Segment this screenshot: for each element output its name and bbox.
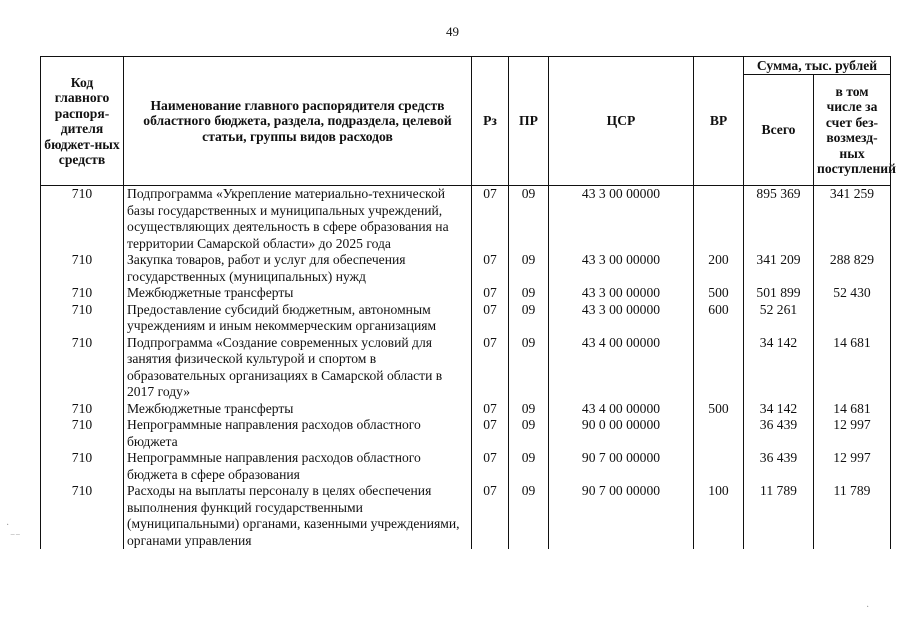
row-csr: 43 3 00 00000 — [549, 302, 694, 335]
header-rz: Рз — [472, 57, 509, 186]
row-free: 14 681 — [814, 335, 891, 401]
row-vr — [694, 417, 744, 450]
row-free: 12 997 — [814, 417, 891, 450]
row-rz: 07 — [472, 401, 509, 418]
row-name: Закупка товаров, работ и услуг для обеспечения государственных (муниципальных) нужд — [124, 252, 472, 285]
row-code: 710 — [41, 417, 124, 450]
row-csr: 90 7 00 00000 — [549, 450, 694, 483]
row-code: 710 — [41, 483, 124, 549]
row-vr: 500 — [694, 401, 744, 418]
row-rz: 07 — [472, 483, 509, 549]
row-pr: 09 — [509, 252, 549, 285]
row-rz: 07 — [472, 417, 509, 450]
row-code: 710 — [41, 252, 124, 285]
row-csr: 90 7 00 00000 — [549, 483, 694, 549]
row-total: 11 789 — [744, 483, 814, 549]
row-csr: 43 3 00 00000 — [549, 186, 694, 253]
header-pr: ПР — [509, 57, 549, 186]
row-name: Подпрограмма «Создание современных условий для занятия физической культурой и спортом в образовательных организациях в Самарской области в 2017 году» — [124, 335, 472, 401]
table-row — [41, 186, 891, 253]
row-free: 288 829 — [814, 252, 891, 285]
header-total: Всего — [744, 75, 814, 186]
scan-mark: ⁻⁻ — [10, 532, 21, 543]
row-rz: 07 — [472, 186, 509, 253]
row-rz: 07 — [472, 450, 509, 483]
header-name: Наименование главного распорядителя средств областного бюджета, раздела, подраздела, целевой статьи, группы видов расходов — [124, 57, 472, 186]
row-name: Межбюджетные трансферты — [124, 285, 472, 302]
scan-mark: · — [6, 520, 10, 531]
row-total: 895 369 — [744, 186, 814, 253]
row-csr: 43 3 00 00000 — [549, 252, 694, 285]
table-header — [41, 57, 896, 186]
row-rz: 07 — [472, 252, 509, 285]
row-vr — [694, 450, 744, 483]
header-free: в том числе за счет без-возмезд-ных поступлений — [814, 75, 891, 186]
row-code: 710 — [41, 401, 124, 418]
header-csr: ЦСР — [549, 57, 694, 186]
table-row — [41, 285, 891, 302]
row-vr: 200 — [694, 252, 744, 285]
row-code: 710 — [41, 186, 124, 253]
row-vr: 600 — [694, 302, 744, 335]
row-code: 710 — [41, 335, 124, 401]
row-free: 341 259 — [814, 186, 891, 253]
table-row — [41, 335, 891, 401]
row-csr: 90 0 00 00000 — [549, 417, 694, 450]
row-total: 36 439 — [744, 450, 814, 483]
page-number: 49 — [446, 24, 459, 39]
row-free: 11 789 — [814, 483, 891, 549]
table-body — [41, 186, 891, 550]
row-name: Непрограммные направления расходов областного бюджета — [124, 417, 472, 450]
row-name: Непрограммные направления расходов областного бюджета в сфере образования — [124, 450, 472, 483]
scan-mark: · — [866, 602, 870, 613]
row-csr: 43 4 00 00000 — [549, 335, 694, 401]
table-row — [41, 417, 891, 450]
row-free: 12 997 — [814, 450, 891, 483]
row-name: Предоставление субсидий бюджетным, автономным учреждениям и иным некоммерческим организациям — [124, 302, 472, 335]
row-total: 34 142 — [744, 401, 814, 418]
row-vr — [694, 186, 744, 253]
row-total: 36 439 — [744, 417, 814, 450]
row-csr: 43 3 00 00000 — [549, 285, 694, 302]
row-free — [814, 302, 891, 335]
row-total: 341 209 — [744, 252, 814, 285]
row-total: 34 142 — [744, 335, 814, 401]
row-code: 710 — [41, 450, 124, 483]
row-pr: 09 — [509, 401, 549, 418]
row-vr — [694, 335, 744, 401]
row-name: Расходы на выплаты персоналу в целях обеспечения выполнения функций государственными (муниципальными) органами, казенными учреждениями, органами управления — [124, 483, 472, 549]
row-vr: 500 — [694, 285, 744, 302]
budget-table — [40, 56, 896, 549]
row-pr: 09 — [509, 285, 549, 302]
row-pr: 09 — [509, 302, 549, 335]
row-pr: 09 — [509, 186, 549, 253]
table-row — [41, 483, 891, 549]
table-row — [41, 302, 891, 335]
row-rz: 07 — [472, 335, 509, 401]
row-rz: 07 — [472, 285, 509, 302]
row-pr: 09 — [509, 417, 549, 450]
row-vr: 100 — [694, 483, 744, 549]
row-free: 14 681 — [814, 401, 891, 418]
row-rz: 07 — [472, 302, 509, 335]
header-vr: ВР — [694, 57, 744, 186]
row-name: Межбюджетные трансферты — [124, 401, 472, 418]
table-row — [41, 401, 891, 418]
row-code: 710 — [41, 302, 124, 335]
row-name: Подпрограмма «Укрепление материально-технической базы государственных и муниципальных учреждений, осуществляющих деятельность в сфере образования на территории Самарской области» до 2025 года — [124, 186, 472, 253]
row-code: 710 — [41, 285, 124, 302]
table-row — [41, 450, 891, 483]
row-total: 52 261 — [744, 302, 814, 335]
row-csr: 43 4 00 00000 — [549, 401, 694, 418]
row-pr: 09 — [509, 483, 549, 549]
row-free: 52 430 — [814, 285, 891, 302]
header-sum: Сумма, тыс. рублей — [744, 57, 891, 75]
row-pr: 09 — [509, 450, 549, 483]
row-pr: 09 — [509, 335, 549, 401]
table-row — [41, 252, 891, 285]
row-total: 501 899 — [744, 285, 814, 302]
header-code: Код главного распоря-дителя бюджет-ных средств — [41, 57, 124, 186]
